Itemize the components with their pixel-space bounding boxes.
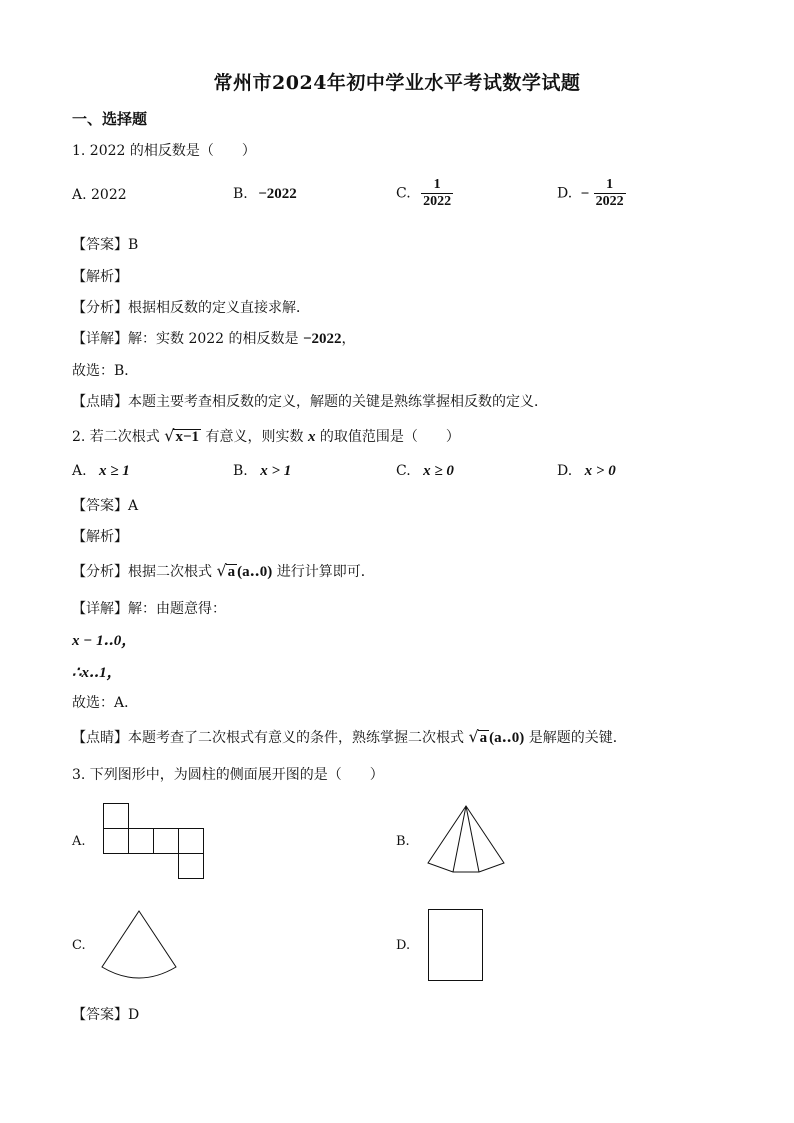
q1-option-d-numerator: 1: [606, 177, 614, 192]
dianjing-text: 本题考查了二次根式有意义的条件，熟练掌握二次根式: [128, 730, 469, 746]
q1-option-a-value: 2022: [91, 187, 127, 203]
q2-option-b: [233, 463, 291, 480]
q1-option-b-value: −2022: [258, 186, 297, 202]
q1-fenxi: [72, 297, 310, 317]
q1-option-a: [72, 187, 127, 203]
q3-stem: 3. 下列图形中，为圆柱的侧面展开图的是（ ）: [72, 767, 384, 783]
q3-option-c-label: C.: [72, 938, 86, 953]
answer-value: D: [128, 1007, 140, 1023]
xiangjie-tag: 【详解】: [72, 601, 128, 617]
q1-answer: [72, 234, 138, 254]
q1-option-b-label: B.: [233, 186, 248, 202]
q3-option-a-cube-net-figure: [103, 803, 205, 879]
q2-variable: x: [307, 429, 316, 445]
q2-stem-prefix: 2. 若二次根式: [72, 429, 165, 445]
q2-option-c-value: x ≥ 0: [423, 463, 454, 479]
radical-icon: √: [468, 727, 479, 746]
answer-tag: 【答案】: [72, 498, 128, 514]
q1-dianjing: [72, 391, 548, 411]
fenxi-suffix: 进行计算即可．: [272, 564, 375, 580]
answer-tag: 【答案】: [72, 237, 128, 253]
q2-option-d: [557, 463, 616, 480]
q2-step-2: ∴x‥1，: [72, 665, 122, 681]
fenxi-condition: (a‥0): [237, 564, 273, 580]
xiangjie-tag: 【详解】: [72, 331, 128, 347]
q1-option-c-numerator: 1: [433, 177, 441, 192]
dianjing-condition: (a‥0): [489, 730, 525, 746]
xiangjie-text: 解：由题意得：: [128, 601, 226, 617]
q1-option-c-denominator: 2022: [423, 194, 452, 209]
q2-option-a: [72, 463, 130, 480]
q1-option-b: [233, 186, 297, 203]
q3-option-a-label: A.: [72, 834, 86, 849]
q2-stem-suffix: 的取值范围是（ ）: [315, 429, 460, 445]
q3-answer: [72, 1004, 139, 1024]
q2-option-a-value: x ≥ 1: [99, 463, 130, 479]
q1-option-d-fraction: [594, 177, 626, 210]
q2-option-d-value: x > 0: [584, 463, 616, 479]
q2-fenxi: [72, 561, 375, 581]
q2-option-b-label: B.: [233, 463, 248, 479]
q1-option-d-denominator: 2022: [595, 194, 624, 209]
q1-option-d-sign: −: [580, 185, 590, 202]
xiangjie-text: 解：实数 2022 的相反数是: [128, 331, 303, 347]
section-heading: 一、选择题: [72, 110, 148, 128]
q2-radicand: x−1: [175, 429, 200, 445]
q1-option-d-label: D.: [557, 185, 573, 202]
q2-step-1: x − 1‥0，: [72, 633, 137, 649]
q2-stem: [72, 426, 460, 446]
q2-option-c: [396, 463, 454, 480]
q1-option-d: [557, 177, 626, 210]
answer-tag: 【答案】: [72, 1007, 128, 1023]
fenxi-tag: 【分析】: [72, 564, 128, 580]
q2-analysis-tag: 【解析】: [72, 529, 128, 545]
radical-icon: √: [216, 561, 227, 580]
radical-icon: √: [164, 426, 175, 445]
page-title: 常州市2024年初中学业水平考试数学试题: [213, 72, 581, 94]
q1-analysis-tag: 【解析】: [72, 269, 128, 285]
q2-dianjing: [72, 727, 627, 747]
q2-choose: 故选：A．: [72, 695, 139, 711]
xiangjie-suffix: ，: [341, 331, 356, 347]
q2-option-c-label: C.: [396, 463, 411, 479]
fenxi-tag: 【分析】: [72, 300, 128, 316]
q3-option-c-sector-figure: [101, 910, 177, 980]
q1-option-c: [396, 177, 453, 210]
q3-option-d-rectangle-figure: [428, 909, 484, 982]
q1-option-c-label: C.: [396, 185, 411, 202]
q1-xiangjie: [72, 328, 356, 348]
fenxi-radicand: a: [227, 564, 236, 580]
dianjing-radicand: a: [479, 730, 488, 746]
q1-option-c-fraction: [421, 177, 453, 210]
q2-option-b-value: x > 1: [260, 463, 292, 479]
q2-answer: [72, 495, 138, 515]
q1-choose: 故选：B．: [72, 363, 139, 379]
answer-value: B: [128, 237, 139, 253]
dianjing-text: 本题主要考查相反数的定义，解题的关键是熟练掌握相反数的定义．: [128, 394, 548, 410]
q2-stem-mid: 有意义，则实数: [201, 429, 308, 445]
q2-option-a-label: A.: [72, 463, 87, 479]
dianjing-tag: 【点睛】: [72, 394, 128, 410]
answer-value: A: [128, 498, 139, 514]
fenxi-text: 根据相反数的定义直接求解．: [128, 300, 310, 316]
q3-option-d-label: D.: [396, 938, 411, 953]
q2-xiangjie: [72, 598, 226, 618]
xiangjie-value: −2022: [302, 331, 342, 347]
dianjing-tag: 【点睛】: [72, 730, 128, 746]
q1-option-a-label: A.: [72, 187, 87, 203]
q3-option-b-pyramid-net-figure: [427, 805, 505, 873]
fenxi-text: 根据二次根式: [128, 564, 217, 580]
q3-option-b-label: B.: [396, 834, 410, 849]
q1-stem: 1. 2022 的相反数是（ ）: [72, 143, 256, 159]
q2-option-d-label: D.: [557, 463, 573, 479]
dianjing-suffix: 是解题的关键．: [524, 730, 627, 746]
